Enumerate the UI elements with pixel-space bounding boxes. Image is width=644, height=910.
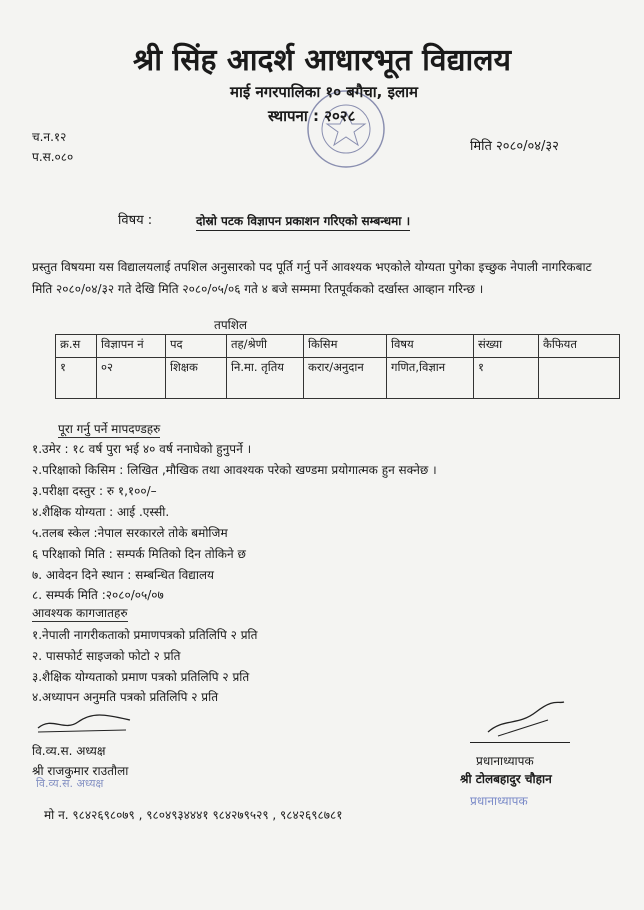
document-item: १.नेपाली नागरीकताको प्रमाणपत्रको प्रतिलिपि २ प्रति: [32, 628, 258, 642]
table-cell: शिक्षक: [166, 358, 227, 399]
table-cell: १: [56, 358, 97, 399]
body-paragraph: प्रस्तुत विषयमा यस विद्यालयलाई तपशिल अनुसारको पद पूर्ति गर्नु पर्ने आवश्यक भएकोले योग्यता पुगेका इच्छुक नेपाली नागरिकबाट मिति २०८०/०४/३२ गते देखि मिति २०८०/०५/०६ गते ४ बजे सम्ममा रितपूर्वकको दर्खास्त आव्हान गरिन्छ ।: [32, 260, 592, 296]
chairperson-signature-icon: [34, 710, 134, 736]
table-cell: गणित,विज्ञान: [387, 358, 474, 399]
table-header-row: [56, 335, 620, 358]
criteria-item: ७. आवेदन दिने स्थान : सम्बन्धित विद्यालय: [32, 568, 215, 582]
criteria-item: ३.परीक्षा दस्तुर : रु १,१००/–: [32, 484, 157, 498]
vacancy-table: [55, 334, 620, 399]
criteria-item: ८. सम्पर्क मिति :२०८०/०५/०७: [32, 588, 164, 602]
signature-line: [470, 742, 570, 743]
criteria-title: पूरा गर्नु पर्ने मापदण्डहरु: [58, 422, 161, 436]
criteria-item: ५.तलब स्केल :नेपाल सरकारले तोके बमोजिम: [32, 526, 228, 540]
letter-date: मिति २०८०/०४/३२: [470, 139, 559, 154]
table-header: संख्या: [474, 335, 539, 358]
table-cell: १: [474, 358, 539, 399]
chairperson-role: वि.व्य.स. अध्यक्ष: [32, 744, 106, 758]
criteria-item: १.उमेर : १८ वर्ष पुरा भई ४० वर्ष ननाघेको हुनुपर्ने ।: [32, 442, 252, 456]
ref-number: च.न.१२: [32, 130, 67, 144]
headmaster-name: श्री टोलबहादुर चौहान: [460, 772, 552, 786]
table-cell: करार/अनुदान: [304, 358, 387, 399]
criteria-item: ६ परिक्षाको मिति : सम्पर्क मितिको दिन तोकिने छ: [32, 547, 246, 561]
table-header: कैफियत: [539, 335, 620, 358]
table-header: किसिम: [304, 335, 387, 358]
table-header: क्र.स: [56, 335, 97, 358]
document-item: ४.अध्यापन अनुमति पत्रको प्रतिलिपि २ प्रति: [32, 690, 219, 704]
school-address: माई नगरपालिका १० बगैचा, इलाम: [230, 83, 418, 101]
table-row: [56, 358, 620, 399]
table-header: तह/श्रेणी: [227, 335, 304, 358]
table-header: पद: [166, 335, 227, 358]
documents-title: आवश्यक कागजातहरु: [32, 606, 128, 620]
mobile-numbers: मो न. ९८४२६९८०७९ , ९८०४९३४४४१ ९८४२७९५२९ , ९८४२६९८७८१: [44, 808, 343, 822]
letter-number: प.स.०८०: [32, 150, 74, 164]
subject-label: विषय :: [118, 213, 153, 228]
table-cell: नि.मा. तृतिय: [227, 358, 304, 399]
table-header: विषय: [387, 335, 474, 358]
criteria-item: २.परिक्षाको किसिम : लिखित ,मौखिक तथा आवश्यक परेको खण्डमा प्रयोगात्मक हुन सक्नेछ ।: [32, 463, 437, 477]
school-name: श्री सिंह आदर्श आधारभूत विद्यालय: [133, 43, 511, 78]
table-cell: ०२: [97, 358, 166, 399]
headmaster-role: प्रधानाध्यापक: [476, 754, 534, 768]
chairperson-name: श्री राजकुमार राउतौला: [32, 764, 129, 778]
established-year: स्थापना : २०२८: [268, 107, 356, 125]
headmaster-signature-icon: [478, 696, 568, 740]
table-cell: [539, 358, 620, 399]
chairperson-stamp: वि.व्य.स. अध्यक्ष: [36, 777, 104, 790]
subject-text: दोस्रो पटक विज्ञापन प्रकाशन गरिएको सम्बन्धमा ।: [196, 212, 410, 231]
criteria-item: ४.शैक्षिक योग्यता : आई .एस्सी.: [32, 505, 170, 519]
document-item: ३.शैक्षिक योग्यताको प्रमाण पत्रको प्रतिलिपि २ प्रति: [32, 670, 250, 684]
headmaster-stamp: प्रधानाध्यापक: [470, 794, 528, 808]
table-title: तपशिल: [214, 318, 248, 332]
document-item: २. पासफोर्ट साइजको फोटो २ प्रति: [32, 649, 181, 663]
table-header: विज्ञापन नं: [97, 335, 166, 358]
